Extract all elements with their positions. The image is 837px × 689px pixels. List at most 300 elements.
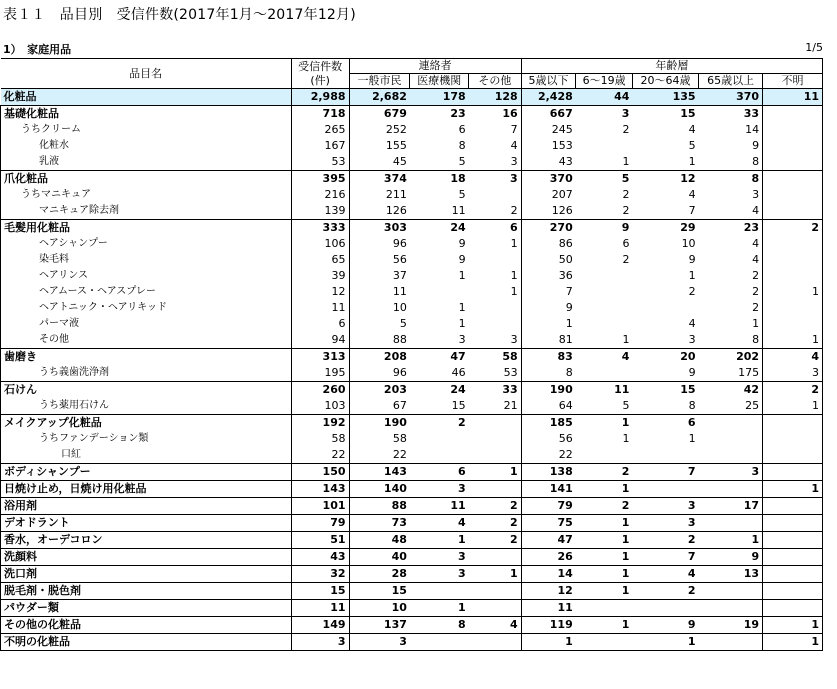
cell-medical: 1 — [410, 600, 469, 617]
cell-age-6-19: 1 — [576, 549, 633, 566]
cell-age-6-19: 2 — [576, 464, 633, 481]
cell-total: 53 — [291, 154, 349, 171]
cell-age-20-64: 8 — [688, 399, 696, 412]
cell-other — [469, 252, 522, 268]
cell-other: 3 — [469, 171, 522, 188]
cell-age-20-64: 3 — [632, 498, 698, 515]
table-row — [1, 220, 823, 237]
cell-age-0-5: 83 — [521, 349, 576, 366]
row-name: デオドラント — [1, 515, 292, 532]
cell-total: 265 — [291, 122, 349, 138]
cell-age-0-5: 86 — [521, 236, 576, 252]
cell-medical: 5 — [458, 155, 466, 168]
cell-age-65: 9 — [699, 549, 763, 566]
cell-age-0-5: 14 — [521, 566, 576, 583]
row-name: 化粧品 — [1, 89, 292, 106]
cell-general: 10 — [349, 600, 410, 617]
cell-total: 12 — [291, 284, 349, 300]
row-name: 洗口剤 — [1, 566, 292, 583]
cell-general: 190 — [349, 415, 410, 432]
cell-other: 1 — [510, 237, 518, 250]
cell-medical: 24 — [410, 220, 469, 237]
table-row — [1, 634, 823, 651]
cell-total: 103 — [291, 398, 349, 415]
cell-age-0-5: 245 — [521, 122, 576, 138]
table-row — [1, 566, 823, 583]
cell-other: 53 — [503, 366, 518, 379]
cell-age-6-19: 6 — [622, 237, 630, 250]
cell-age-unknown: 2 — [763, 220, 823, 237]
cell-age-0-5: 370 — [521, 171, 576, 188]
cell-medical: 3 — [458, 333, 466, 346]
cell-age-6-19: 11 — [576, 382, 633, 399]
row-name: ヘアシャンプー — [1, 236, 292, 252]
cell-age-unknown — [763, 252, 823, 268]
header-item-name: 品目名 — [1, 59, 292, 89]
cell-medical: 1 — [410, 532, 469, 549]
cell-general: 37 — [349, 268, 410, 284]
cell-general: 58 — [349, 431, 410, 447]
cell-general: 22 — [349, 447, 410, 464]
cell-age-0-5: 11 — [521, 600, 576, 617]
row-name: 化粧水 — [1, 138, 292, 154]
cell-total: 216 — [291, 187, 349, 203]
cell-age-6-19: 1 — [576, 617, 633, 634]
cell-age-0-5: 153 — [521, 138, 576, 154]
cell-age-6-19 — [576, 300, 633, 316]
header-count — [291, 59, 349, 89]
cell-age-20-64: 29 — [632, 220, 698, 237]
table-row — [1, 268, 823, 284]
cell-general: 143 — [349, 464, 410, 481]
cell-total: 39 — [291, 268, 349, 284]
cell-other: 3 — [510, 333, 518, 346]
cell-age-6-19: 5 — [622, 399, 630, 412]
cell-age-unknown — [763, 171, 823, 188]
table-row — [1, 447, 823, 464]
cell-general: 211 — [349, 187, 410, 203]
cell-age-65: 4 — [752, 237, 760, 250]
table-row — [1, 332, 823, 349]
cell-age-65 — [699, 600, 763, 617]
cell-age-65 — [699, 447, 763, 464]
cell-age-6-19: 5 — [576, 171, 633, 188]
cell-age-6-19: 44 — [576, 89, 633, 106]
cell-total: 139 — [291, 203, 349, 220]
cell-age-65: 23 — [699, 220, 763, 237]
header-age: 年齢層 — [521, 59, 822, 74]
cell-total: 22 — [291, 447, 349, 464]
cell-age-65: 8 — [699, 171, 763, 188]
cell-age-6-19 — [576, 634, 633, 651]
page-number: 1/5 — [805, 41, 823, 54]
cell-medical: 1 — [458, 269, 466, 282]
cell-age-65: 14 — [745, 123, 760, 136]
cell-medical: 178 — [410, 89, 469, 106]
cell-age-20-64: 15 — [632, 106, 698, 123]
cell-general: 96 — [349, 236, 410, 252]
cell-age-0-5: 2,428 — [521, 89, 576, 106]
table-row — [1, 203, 823, 220]
cell-general: 140 — [349, 481, 410, 498]
cell-age-20-64: 1 — [688, 432, 696, 445]
cell-age-20-64: 7 — [632, 549, 698, 566]
row-name: マニキュア除去剤 — [1, 203, 292, 220]
cell-medical: 2 — [410, 415, 469, 432]
cell-age-unknown — [763, 154, 823, 171]
row-name: その他の化粧品 — [1, 617, 292, 634]
cell-total: 6 — [291, 316, 349, 332]
cell-age-unknown — [763, 203, 823, 220]
cell-total: 43 — [291, 549, 349, 566]
cell-age-20-64: 4 — [632, 566, 698, 583]
cell-total: 51 — [291, 532, 349, 549]
table-row — [1, 284, 823, 300]
table-row — [1, 398, 823, 415]
cell-medical: 1 — [458, 317, 466, 330]
cell-total: 333 — [291, 220, 349, 237]
cell-other: 7 — [510, 123, 518, 136]
cell-general: 56 — [349, 252, 410, 268]
cell-age-unknown: 1 — [763, 617, 823, 634]
cell-general: 67 — [349, 398, 410, 415]
cell-total: 192 — [291, 415, 349, 432]
row-name: ヘアムース・ヘアスプレー — [1, 284, 292, 300]
section-heading: 1） 家庭用品 — [3, 43, 72, 56]
cell-age-65 — [699, 583, 763, 600]
cell-age-6-19 — [576, 284, 633, 300]
cell-age-0-5: 270 — [521, 220, 576, 237]
cell-medical: 15 — [451, 399, 466, 412]
cell-age-unknown — [763, 447, 823, 464]
cell-total: 2,988 — [291, 89, 349, 106]
row-name: ボディシャンプー — [1, 464, 292, 481]
cell-other — [469, 300, 522, 316]
cell-total: 101 — [291, 498, 349, 515]
cell-other — [469, 316, 522, 332]
cell-age-0-5: 667 — [521, 106, 576, 123]
cell-age-20-64: 2 — [632, 583, 698, 600]
cell-medical: 8 — [458, 139, 466, 152]
cell-age-unknown: 1 — [763, 634, 823, 651]
cell-age-unknown: 11 — [763, 89, 823, 106]
cell-age-0-5: 185 — [521, 415, 576, 432]
cell-age-unknown — [763, 415, 823, 432]
cell-total: 149 — [291, 617, 349, 634]
table-row — [1, 252, 823, 268]
cell-medical: 23 — [410, 106, 469, 123]
cell-age-unknown: 2 — [763, 382, 823, 399]
cell-age-65: 370 — [699, 89, 763, 106]
cell-age-0-5: 75 — [521, 515, 576, 532]
row-name: 洗顔料 — [1, 549, 292, 566]
table-row — [1, 316, 823, 332]
cell-total: 11 — [291, 300, 349, 316]
table-row — [1, 515, 823, 532]
header-age-0-5: 5歳以下 — [521, 74, 576, 89]
cell-general: 96 — [349, 365, 410, 382]
header-age-20-64: 20～64歳 — [632, 74, 698, 89]
row-name: ヘアトニック・ヘアリキッド — [1, 300, 292, 316]
cell-age-65: 3 — [699, 464, 763, 481]
cell-age-unknown: 1 — [763, 398, 823, 415]
cell-general: 252 — [349, 122, 410, 138]
cell-other: 1 — [469, 464, 522, 481]
cell-age-20-64: 1 — [632, 634, 698, 651]
cell-age-20-64: 9 — [632, 617, 698, 634]
cell-age-0-5: 22 — [521, 447, 576, 464]
header-count-label: 受信件数 — [298, 59, 343, 73]
table-row — [1, 106, 823, 123]
cell-total: 58 — [291, 431, 349, 447]
cell-age-6-19 — [576, 365, 633, 382]
cell-age-6-19: 1 — [576, 515, 633, 532]
cell-age-unknown: 1 — [763, 481, 823, 498]
header-count-unit: (件) — [310, 73, 330, 87]
cell-other: 2 — [469, 498, 522, 515]
data-table — [0, 58, 823, 651]
cell-general: 88 — [349, 332, 410, 349]
cell-other: 21 — [503, 399, 518, 412]
cell-age-unknown — [763, 515, 823, 532]
cell-age-20-64: 15 — [632, 382, 698, 399]
cell-other — [469, 600, 522, 617]
cell-other — [469, 481, 522, 498]
cell-age-unknown — [763, 498, 823, 515]
cell-age-65: 1 — [699, 532, 763, 549]
cell-total: 143 — [291, 481, 349, 498]
row-name: 脱毛剤・脱色剤 — [1, 583, 292, 600]
cell-medical: 5 — [458, 188, 466, 201]
row-name: パウダー類 — [1, 600, 292, 617]
cell-total: 167 — [291, 138, 349, 154]
header-age-unknown: 不明 — [763, 74, 823, 89]
cell-age-6-19: 2 — [622, 204, 630, 217]
cell-age-20-64: 6 — [632, 415, 698, 432]
cell-general: 15 — [349, 583, 410, 600]
cell-other: 2 — [469, 515, 522, 532]
cell-other: 3 — [510, 155, 518, 168]
table-row — [1, 498, 823, 515]
cell-total: 11 — [291, 600, 349, 617]
cell-age-0-5: 207 — [521, 187, 576, 203]
cell-age-20-64: 3 — [688, 333, 696, 346]
row-name: メイクアップ化粧品 — [1, 415, 292, 432]
cell-general: 88 — [349, 498, 410, 515]
row-name: 毛髪用化粧品 — [1, 220, 292, 237]
cell-age-65: 17 — [699, 498, 763, 515]
cell-age-unknown — [763, 316, 823, 332]
table-row — [1, 154, 823, 171]
cell-age-20-64: 1 — [688, 155, 696, 168]
table-row — [1, 171, 823, 188]
table-row — [1, 549, 823, 566]
table-row — [1, 600, 823, 617]
row-name: 爪化粧品 — [1, 171, 292, 188]
row-name: 不明の化粧品 — [1, 634, 292, 651]
table-row — [1, 464, 823, 481]
cell-medical: 11 — [451, 204, 466, 217]
cell-age-65: 1 — [752, 317, 760, 330]
cell-age-unknown — [763, 187, 823, 203]
cell-medical: 47 — [410, 349, 469, 366]
cell-medical: 1 — [458, 301, 466, 314]
cell-age-65: 2 — [752, 269, 760, 282]
cell-age-6-19: 2 — [576, 498, 633, 515]
cell-age-unknown — [763, 300, 823, 316]
row-name: うちファンデーション類 — [1, 431, 292, 447]
table-row — [1, 89, 823, 106]
cell-total: 3 — [291, 634, 349, 651]
cell-total: 65 — [291, 252, 349, 268]
cell-age-65: 2 — [752, 301, 760, 314]
cell-age-unknown — [763, 106, 823, 123]
cell-age-6-19: 2 — [622, 123, 630, 136]
cell-age-6-19: 1 — [576, 415, 633, 432]
cell-general: 45 — [349, 154, 410, 171]
cell-total: 313 — [291, 349, 349, 366]
cell-general: 126 — [349, 203, 410, 220]
cell-age-unknown — [763, 236, 823, 252]
cell-general: 374 — [349, 171, 410, 188]
cell-age-unknown — [763, 138, 823, 154]
cell-age-unknown: 1 — [763, 332, 823, 349]
cell-other — [469, 447, 522, 464]
table-row — [1, 532, 823, 549]
cell-age-0-5: 12 — [521, 583, 576, 600]
cell-age-0-5: 47 — [521, 532, 576, 549]
table-row — [1, 138, 823, 154]
cell-age-0-5: 26 — [521, 549, 576, 566]
table-body — [1, 89, 823, 651]
cell-age-6-19: 1 — [622, 333, 630, 346]
cell-general: 303 — [349, 220, 410, 237]
cell-age-20-64: 135 — [632, 89, 698, 106]
cell-medical — [410, 447, 469, 464]
cell-age-65: 9 — [752, 139, 760, 152]
cell-age-0-5: 126 — [521, 203, 576, 220]
cell-general: 155 — [349, 138, 410, 154]
cell-age-unknown — [763, 549, 823, 566]
row-name: うちクリーム — [1, 122, 292, 138]
cell-other: 33 — [469, 382, 522, 399]
cell-general: 203 — [349, 382, 410, 399]
table-row — [1, 617, 823, 634]
cell-age-65: 25 — [745, 399, 760, 412]
cell-medical: 8 — [410, 617, 469, 634]
table-row — [1, 236, 823, 252]
cell-other — [469, 634, 522, 651]
cell-age-0-5: 1 — [521, 316, 576, 332]
cell-age-6-19: 1 — [576, 566, 633, 583]
cell-age-65: 4 — [752, 253, 760, 266]
table-row — [1, 365, 823, 382]
cell-medical: 3 — [410, 481, 469, 498]
cell-other: 1 — [469, 566, 522, 583]
table-row — [1, 349, 823, 366]
cell-age-0-5: 141 — [521, 481, 576, 498]
row-name: 乳液 — [1, 154, 292, 171]
table-row — [1, 431, 823, 447]
cell-medical: 24 — [410, 382, 469, 399]
cell-general: 10 — [349, 300, 410, 316]
cell-other: 58 — [469, 349, 522, 366]
table-row — [1, 382, 823, 399]
table-row — [1, 481, 823, 498]
cell-total: 106 — [291, 236, 349, 252]
cell-age-20-64: 10 — [681, 237, 696, 250]
header-contact: 連絡者 — [349, 59, 521, 74]
cell-age-20-64: 4 — [688, 317, 696, 330]
cell-age-65 — [699, 515, 763, 532]
table-row — [1, 583, 823, 600]
cell-medical — [410, 634, 469, 651]
row-name: うち義歯洗浄剤 — [1, 365, 292, 382]
cell-age-0-5: 81 — [521, 332, 576, 349]
cell-age-0-5: 56 — [521, 431, 576, 447]
cell-medical — [410, 583, 469, 600]
cell-age-65: 42 — [699, 382, 763, 399]
cell-total: 150 — [291, 464, 349, 481]
header-age-6-19: 6～19歳 — [576, 74, 633, 89]
row-name: 香水，オーデコロン — [1, 532, 292, 549]
cell-age-0-5: 43 — [521, 154, 576, 171]
table-title: 表１１ 品目別 受信件数(2017年1月～2017年12月) — [3, 7, 356, 23]
cell-age-65: 13 — [699, 566, 763, 583]
table-row — [1, 300, 823, 316]
cell-general: 48 — [349, 532, 410, 549]
table-row — [1, 122, 823, 138]
cell-age-6-19 — [576, 268, 633, 284]
cell-age-0-5: 9 — [521, 300, 576, 316]
cell-age-unknown: 1 — [763, 284, 823, 300]
cell-age-65 — [699, 415, 763, 432]
cell-age-65: 175 — [738, 366, 760, 379]
cell-age-6-19: 9 — [576, 220, 633, 237]
cell-age-20-64: 9 — [688, 366, 696, 379]
cell-total: 15 — [291, 583, 349, 600]
cell-medical — [410, 431, 469, 447]
cell-other — [469, 583, 522, 600]
cell-medical — [410, 284, 469, 300]
cell-medical: 11 — [410, 498, 469, 515]
row-name: ヘアリンス — [1, 268, 292, 284]
cell-age-20-64 — [632, 300, 698, 316]
cell-total: 32 — [291, 566, 349, 583]
cell-other: 2 — [469, 532, 522, 549]
cell-age-0-5: 190 — [521, 382, 576, 399]
cell-age-6-19 — [576, 316, 633, 332]
cell-other — [469, 187, 522, 203]
cell-age-20-64 — [632, 600, 698, 617]
cell-total: 260 — [291, 382, 349, 399]
cell-age-unknown — [763, 268, 823, 284]
cell-age-20-64: 2 — [632, 532, 698, 549]
cell-other: 2 — [510, 204, 518, 217]
cell-age-6-19: 1 — [576, 532, 633, 549]
cell-medical: 18 — [410, 171, 469, 188]
cell-age-65: 3 — [752, 188, 760, 201]
cell-medical: 9 — [458, 253, 466, 266]
cell-age-20-64: 5 — [688, 139, 696, 152]
row-name: パーマ液 — [1, 316, 292, 332]
cell-age-0-5: 64 — [521, 398, 576, 415]
cell-medical: 3 — [410, 549, 469, 566]
cell-age-0-5: 1 — [521, 634, 576, 651]
row-name: 基礎化粧品 — [1, 106, 292, 123]
table-row — [1, 415, 823, 432]
row-name: うち薬用石けん — [1, 398, 292, 415]
